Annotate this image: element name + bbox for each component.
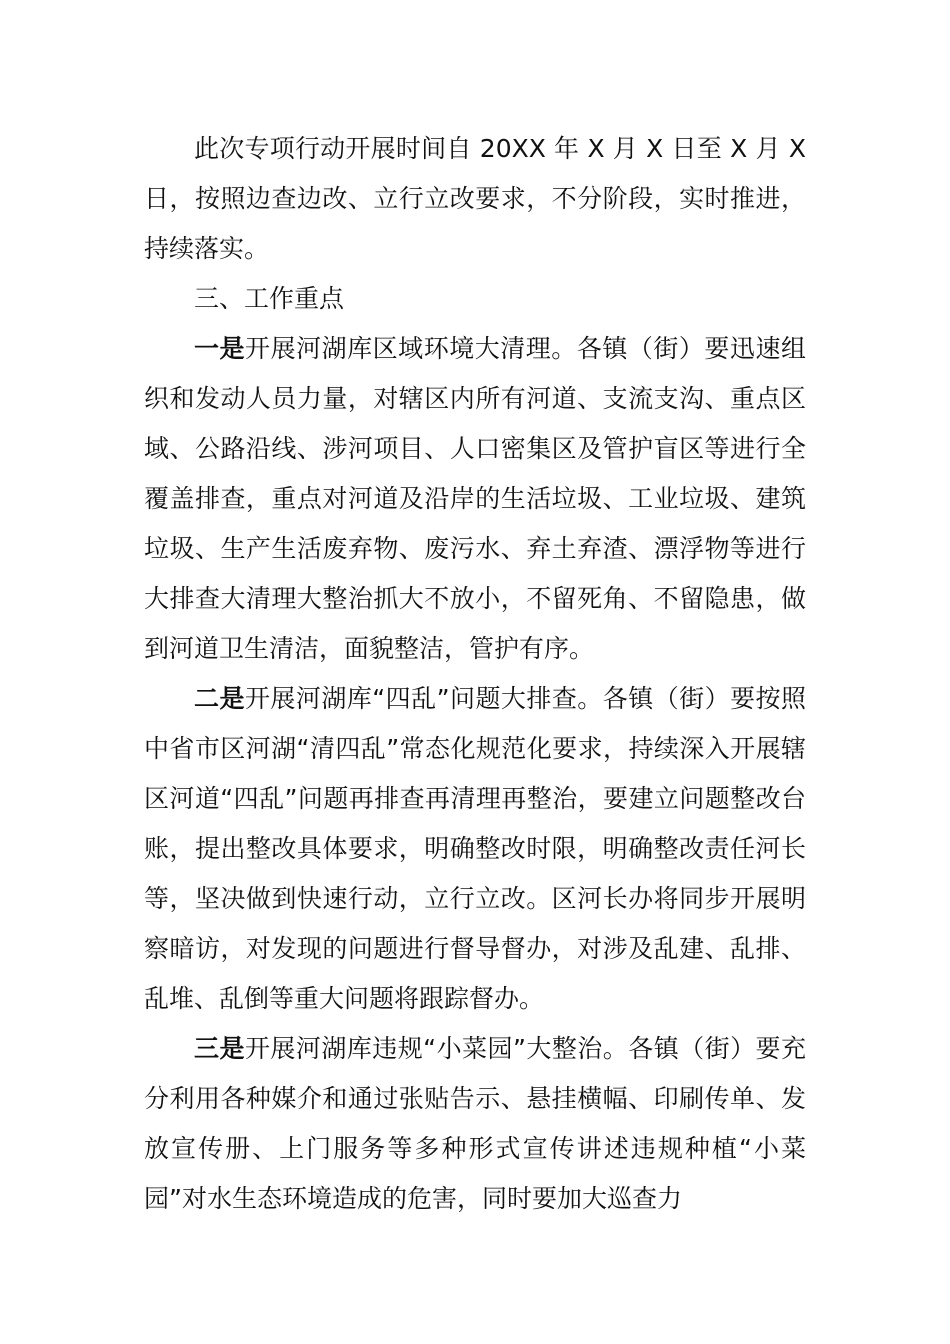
section-heading-work-focus	[144, 274, 806, 324]
paragraph-text: 此次专项行动开展时间自 20XX 年 X 月 X 日至 X 月 X 日，按照边查边改、立行立改要求，不分阶段，实时推进，持续落实。	[144, 134, 806, 263]
paragraph-lead: 一是	[194, 334, 246, 363]
paragraph-text: 开展河湖库违规“小菜园”大整治。各镇（街）要充分利用各种媒介和通过张贴告示、悬挂横幅、印刷传单、发放宣传册、上门服务等多种形式宣传讲述违规种植“小菜园”对水生态环境造成的危害，同时要加大巡查力	[144, 1034, 806, 1213]
paragraph-item-2	[144, 674, 806, 1024]
paragraph-text: 开展河湖库“四乱”问题大排查。各镇（街）要按照中省市区河湖“清四乱”常态化规范化要求，持续深入开展辖区河道“四乱”问题再排查再清理再整治，要建立问题整改台账，提出整改具体要求，明确整改时限，明确整改责任河长等，坚决做到快速行动，立行立改。区河长办将同步开展明察暗访，对发现的问题进行督导督办，对涉及乱建、乱排、乱堆、乱倒等重大问题将跟踪督办。	[144, 684, 806, 1013]
paragraph-text: 开展河湖库区域环境大清理。各镇（街）要迅速组织和发动人员力量，对辖区内所有河道、支流支沟、重点区域、公路沿线、涉河项目、人口密集区及管护盲区等进行全覆盖排查，重点对河道及沿岸的生活垃圾、工业垃圾、建筑垃圾、生产生活废弃物、废污水、弃土弃渣、漂浮物等进行大排查大清理大整治抓大不放小，不留死角、不留隐患，做到河道卫生清洁，面貌整洁，管护有序。	[144, 334, 806, 663]
paragraph-item-1	[144, 324, 806, 674]
paragraph-lead: 二是	[194, 684, 245, 713]
paragraph-lead: 三是	[194, 1034, 245, 1063]
section-heading-text: 三、工作重点	[194, 284, 345, 313]
paragraph-item-3	[144, 1024, 806, 1224]
document-page	[144, 124, 806, 1224]
paragraph-schedule	[144, 124, 806, 274]
